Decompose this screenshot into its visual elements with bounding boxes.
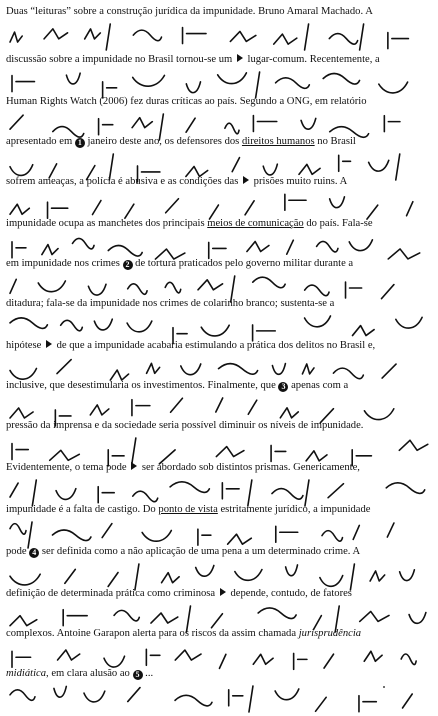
shorthand-row [6,20,432,54]
shorthand-stroke [330,197,345,208]
shorthand-stroke [364,409,393,420]
text-line [6,588,352,600]
shorthand-stroke [247,242,269,252]
shorthand-stroke [235,570,262,581]
shorthand-stroke [359,696,376,712]
shorthand-stroke [228,534,252,544]
text-segment: discussão sobre a impunidade no Brasil tornou-se um [6,54,235,65]
text-line [6,54,380,66]
text-line [6,340,375,352]
shorthand-stroke [114,610,139,621]
text-line [6,218,373,230]
text-segment: ponto de vista [158,504,218,515]
shorthand-stroke [54,686,66,697]
shorthand-stroke [360,611,389,621]
shorthand-stroke [263,164,277,175]
shorthand-stroke [132,400,150,416]
shorthand-stroke [52,530,90,541]
shorthand-stroke [128,688,140,702]
shorthand-stroke [42,245,58,255]
shorthand-stroke [407,202,413,216]
shorthand-stroke [323,73,359,84]
shorthand-stroke [324,654,334,668]
text-line [6,420,363,432]
shorthand-stroke [57,360,71,374]
shorthand-stroke [127,321,152,332]
shorthand-stroke [388,249,419,259]
shorthand-stroke [294,653,307,669]
text-segment: impunidade é a falta de castigo. Do [6,504,159,515]
shorthand-stroke [58,650,80,660]
text-segment: definição de determinada prática como criminosa [6,588,218,599]
shorthand-stroke [186,118,195,132]
shorthand-stroke [230,31,255,41]
text-segment: pode [6,546,30,557]
shorthand-row [6,682,432,716]
shorthand-stroke [99,119,113,135]
text-segment: no Brasil [314,136,356,147]
shorthand-stroke [201,325,229,336]
shorthand-stroke [276,526,298,542]
shorthand-stroke [232,158,239,172]
shorthand-stroke [84,691,105,702]
shorthand-stroke [166,199,179,213]
shorthand-stroke [245,201,254,215]
shorthand-stroke [388,33,409,49]
shorthand-stroke [225,123,239,134]
numbered-marker: 4 [29,548,39,558]
shorthand-stroke [133,491,158,502]
shorthand-stroke [104,656,124,667]
shorthand-stroke [165,282,180,293]
text-segment: lugar-comum. Recentemente, a [244,54,380,65]
shorthand-stroke [329,34,357,45]
shorthand-stroke [128,284,147,295]
text-line [6,258,353,270]
shorthand-stroke [387,523,394,537]
text-line [6,628,361,640]
shorthand-stroke [171,398,183,412]
shorthand-stroke [198,529,211,545]
shorthand-stroke [10,115,23,129]
shorthand-stroke [400,570,415,581]
text-line [6,668,153,680]
text-line [6,96,367,108]
shorthand-stroke [216,398,223,412]
shorthand-stroke [44,29,68,39]
shorthand-stroke [88,284,106,295]
numbered-marker: 5 [133,670,143,680]
triangle-marker [243,176,249,184]
shorthand-stroke [12,651,31,667]
shorthand-stroke [10,318,47,329]
shorthand-stroke [349,240,372,251]
shorthand-stroke [142,530,171,541]
shorthand-stroke [108,572,118,586]
shorthand-stroke [10,165,33,176]
shorthand-stroke [90,405,109,415]
shorthand-stroke [147,363,160,373]
text-segment: de tortura praticados pelo governo militar durante a [132,258,354,269]
shorthand-stroke [12,444,28,460]
shorthand-stroke [10,483,18,497]
numbered-marker: 1 [75,138,85,148]
shorthand-stroke [151,613,178,623]
shorthand-stroke [186,166,208,176]
text-segment: ... [142,668,154,679]
shorthand-stroke [98,487,114,503]
shorthand-stroke [272,364,285,375]
shorthand-stroke [102,524,112,538]
shorthand-stroke [48,202,68,218]
shorthand-stroke [170,482,209,493]
shorthand-stroke [367,205,378,219]
text-line [6,380,348,392]
shorthand-stroke [209,242,226,258]
text-line [6,6,373,18]
shorthand-stroke [401,654,416,665]
shorthand-stroke [12,242,26,258]
text-line [6,462,360,474]
shorthand-stroke [110,370,128,380]
shorthand-stroke [61,320,83,331]
shorthand-stroke [253,654,273,664]
shorthand-stroke [339,155,351,171]
shorthand-stroke [10,408,33,418]
numbered-marker: 2 [123,260,133,270]
shorthand-stroke [10,574,40,585]
triangle-marker [237,54,243,62]
shorthand-stroke [299,164,320,174]
text-segment: prisões muito ruins. A [251,176,348,187]
shorthand-stroke [364,651,382,661]
text-segment: meios de comunicação [207,218,304,229]
shorthand-stroke [10,616,37,626]
shorthand-stroke [369,160,389,171]
text-segment: direitos humanos [241,136,315,147]
text-segment: complexos. Antoine Garapon alerta para os riscos da assim chamada [6,628,299,639]
shorthand-stroke [346,282,362,298]
shorthand-stroke [253,115,276,131]
shorthand-stroke [72,238,94,249]
shorthand-stroke [10,690,35,701]
triangle-marker [131,462,137,470]
shorthand-stroke [370,571,385,581]
shorthand-stroke [333,368,363,379]
text-segment: midiática [6,668,47,679]
shorthand-stroke [302,364,314,374]
shorthand-stroke [306,451,327,461]
shorthand-stroke [38,281,65,292]
shorthand-stroke [10,524,26,535]
shorthand-stroke [63,610,87,626]
shorthand-stroke [12,76,34,92]
shorthand-stroke [399,440,427,450]
shorthand-stroke [280,408,298,418]
shorthand-stroke [146,649,160,665]
shorthand-stroke [229,690,243,706]
text-line [6,504,371,516]
text-segment: ser definida como a não aplicação de uma pena a um determinado crime. A [39,546,361,557]
shorthand-stroke [272,489,303,500]
shorthand-stroke [125,204,134,218]
text-segment: de que a impunidade acabaria estimulando a prática dos delitos no Brasil e, [53,340,376,351]
shorthand-stroke [133,75,165,86]
shorthand-stroke [108,246,142,257]
shorthand-stroke [10,204,29,214]
text-segment: estritamente jurídico, a impunidade [217,504,371,515]
text-line [6,176,347,188]
shorthand-stroke [175,650,201,660]
shorthand-stroke [133,30,161,41]
shorthand-stroke [379,82,408,93]
shorthand-stroke [85,29,101,39]
shorthand-stroke [216,447,244,457]
text-segment: em impunidade nos crimes [6,258,123,269]
shorthand-stroke [186,82,200,93]
shorthand-stroke [320,576,343,587]
shorthand-stroke [409,613,426,624]
shorthand-stroke [92,201,100,215]
shorthand-stroke [10,368,36,379]
text-segment: ditadura; fala-se da impunidade nos crimes de colarinho branco; sustenta-se a [6,298,335,309]
text-segment: , em clara alusão ao [46,668,133,679]
shorthand-stroke [403,694,413,708]
triangle-marker [46,340,52,348]
shorthand-stroke [328,484,343,498]
shorthand-stroke [198,280,223,290]
text-segment: Duas “leituras” sobre a construção jurídica da impunidade. Bruno Amaral Machado. A [6,6,373,17]
text-segment: janeiro deste ano, os defensores dos [84,136,242,147]
shorthand-stroke [382,364,396,378]
shorthand-stroke [132,118,152,128]
text-segment: sofrem ameaças, a polícia é abusiva e as condições das [6,176,242,187]
shorthand-stroke [386,483,424,494]
shorthand-stroke [317,241,338,252]
shorthand-stroke [258,608,296,619]
text-segment: ser abordado sob distintos prismas. Genericamente, [139,462,360,473]
shorthand-stroke [316,697,327,711]
text-segment: Human Rights Watch (2006) fez duras críticas ao país. Segundo a ONG, em relatório [6,96,367,107]
shorthand-stroke [271,445,286,461]
shorthand-stroke [218,73,247,84]
shorthand-stroke [196,565,214,576]
shorthand-stroke [384,116,400,132]
text-segment: apenas com a [288,380,349,391]
shorthand-stroke [222,483,239,499]
text-segment: depende, contudo, de fatores [227,588,352,599]
text-line [6,546,360,558]
shorthand-stroke [10,279,16,293]
shorthand-stroke [305,316,331,327]
text-segment: jurisprudência [298,628,362,639]
shorthand-stroke [275,689,299,700]
shorthand-stroke [209,205,218,219]
shorthand-stroke [286,565,298,576]
shorthand-stroke [10,32,22,42]
shorthand-stroke [181,364,201,375]
shorthand-stroke [305,285,329,296]
shorthand-stroke [276,78,310,89]
shorthand-stroke [353,525,359,539]
shorthand-stroke [253,277,285,288]
shorthand-stroke [274,34,297,44]
shorthand-stroke [248,400,256,414]
shorthand-stroke [94,319,112,330]
shorthand-stroke [285,194,306,210]
numbered-marker: 3 [278,382,288,392]
shorthand-stroke [183,28,206,44]
text-line [6,136,356,148]
text-segment: inclusive, que desestimularia os investimentos. Finalmente, que [6,380,279,391]
triangle-marker [220,588,226,596]
shorthand-stroke [322,531,343,542]
shorthand-stroke [396,317,422,328]
shorthand-stroke [219,654,225,668]
shorthand-stroke [50,450,80,460]
shorthand-stroke [301,118,316,129]
shorthand-stroke [66,73,80,84]
text-segment: hipótese [6,340,44,351]
shorthand-stroke [253,325,276,341]
text-segment: Evidentemente, o tema pode [6,462,130,473]
text-segment: impunidade ocupa as manchetes dos principais [6,218,208,229]
stray-mark [383,686,385,688]
shorthand-stroke [219,364,258,375]
shorthand-stroke [65,569,75,583]
text-segment: apresentado em [6,136,75,147]
shorthand-stroke [352,326,374,336]
shorthand-stroke [382,285,394,299]
text-segment: pressão da imprensa e da sociedade seria possível diminuir os níveis de impunidade. [6,420,364,431]
text-line [6,298,334,310]
shorthand-stroke [162,573,180,583]
shorthand-stroke [175,695,212,706]
shorthand-stroke [287,240,294,254]
text-segment: do país. Fala-se [303,218,373,229]
shorthand-stroke [211,614,222,628]
shorthand-stroke [56,489,76,500]
